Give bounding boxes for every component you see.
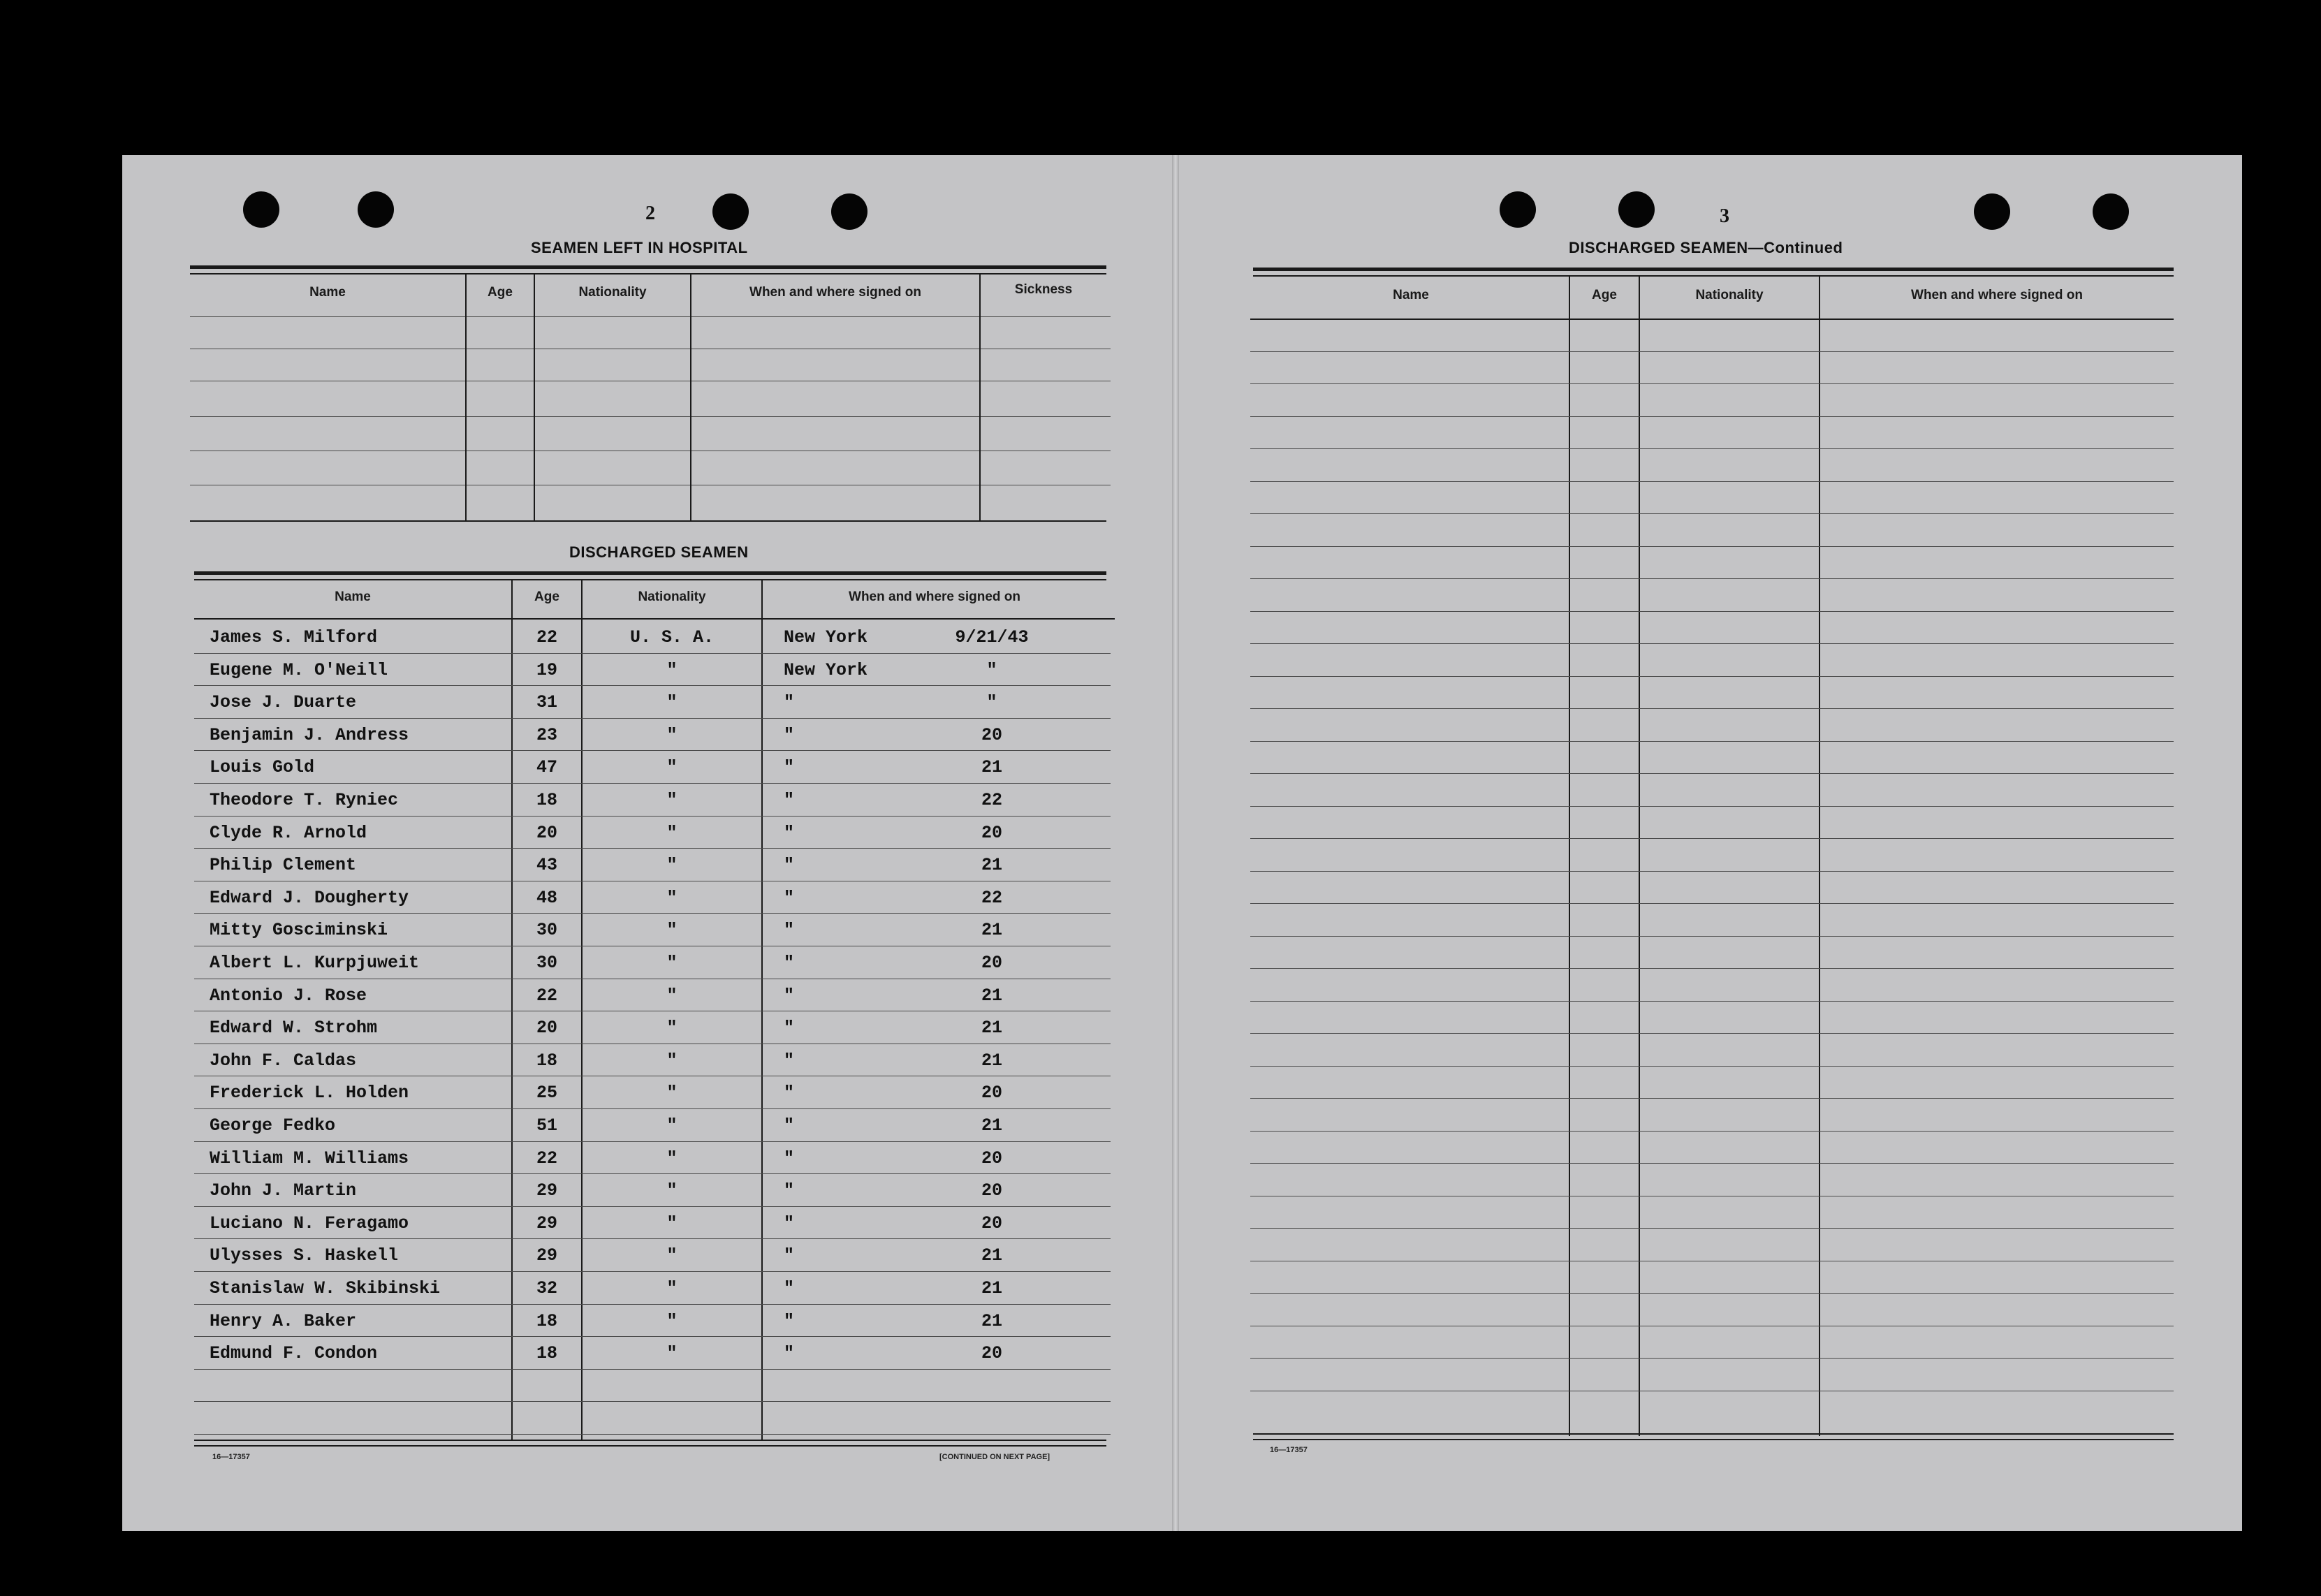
- right-row-rule: [1250, 481, 2174, 482]
- cell-age: 22: [536, 986, 557, 1006]
- cell-name: George Fedko: [210, 1115, 336, 1136]
- cell-name: Jose J. Duarte: [210, 692, 357, 712]
- table-row-rule: [194, 750, 1111, 751]
- page-number-right: 3: [1720, 205, 1729, 227]
- hospital-header-name: Name: [309, 285, 346, 300]
- cell-date: 20: [981, 725, 1002, 745]
- right-row-rule: [1250, 578, 2174, 579]
- cell-age: 18: [536, 1311, 557, 1331]
- cell-date: 22: [981, 888, 1002, 908]
- hospital-row-rule: [190, 316, 1111, 317]
- hospital-section-title: SEAMEN LEFT IN HOSPITAL: [531, 239, 748, 256]
- cell-place: ": [784, 920, 795, 940]
- right-row-rule: [1250, 1228, 2174, 1229]
- table-row-rule: [194, 685, 1111, 686]
- table-row-rule: [194, 1369, 1111, 1370]
- cell-date: 21: [981, 1115, 1002, 1136]
- cell-nationality: ": [666, 1115, 678, 1136]
- rule: [194, 1445, 1106, 1447]
- cell-age: 29: [536, 1180, 557, 1201]
- col-divider: [534, 274, 535, 520]
- rule: [1253, 1439, 2174, 1440]
- table-row-rule: [194, 718, 1111, 719]
- right-row-rule: [1250, 1163, 2174, 1164]
- cell-place: New York: [784, 627, 868, 647]
- rule: [194, 571, 1106, 575]
- punch-hole: [2093, 193, 2129, 230]
- rule: [190, 265, 1106, 269]
- discharged-header-signed-on: When and where signed on: [849, 590, 1020, 604]
- cell-age: 25: [536, 1083, 557, 1103]
- cell-nationality: ": [666, 725, 678, 745]
- cell-name: Albert L. Kurpjuweit: [210, 953, 420, 973]
- cell-nationality: ": [666, 986, 678, 1006]
- continued-note: [CONTINUED ON NEXT PAGE]: [939, 1453, 1050, 1461]
- rule: [1250, 319, 2174, 320]
- cell-date: 20: [981, 1180, 1002, 1201]
- cell-name: Ulysses S. Haskell: [210, 1245, 399, 1266]
- form-number-right: 16—17357: [1270, 1446, 1308, 1454]
- punch-hole: [831, 193, 867, 230]
- cell-date: 20: [981, 953, 1002, 973]
- cell-name: Eugene M. O'Neill: [210, 660, 388, 680]
- hospital-header-signed-on: When and where signed on: [749, 285, 921, 300]
- table-row-rule: [194, 1271, 1111, 1272]
- right-header-age: Age: [1592, 288, 1617, 302]
- cell-age: 43: [536, 855, 557, 875]
- punch-hole: [358, 191, 394, 228]
- cell-age: 51: [536, 1115, 557, 1136]
- right-row-rule: [1250, 838, 2174, 839]
- discharged-header-nationality: Nationality: [638, 590, 706, 604]
- cell-age: 20: [536, 1018, 557, 1038]
- right-row-rule: [1250, 1033, 2174, 1034]
- cell-place: ": [784, 855, 795, 875]
- cell-date: ": [986, 660, 997, 680]
- cell-nationality: ": [666, 692, 678, 712]
- cell-place: ": [784, 1115, 795, 1136]
- cell-nationality: ": [666, 920, 678, 940]
- rule: [1253, 1433, 2174, 1435]
- cell-nationality: ": [666, 888, 678, 908]
- table-row-rule: [194, 816, 1111, 817]
- cell-place: ": [784, 725, 795, 745]
- cell-name: James S. Milford: [210, 627, 378, 647]
- cell-place: ": [784, 1050, 795, 1071]
- table-row-rule: [194, 848, 1111, 849]
- right-row-rule: [1250, 936, 2174, 937]
- cell-place: ": [784, 1245, 795, 1266]
- cell-place: ": [784, 986, 795, 1006]
- table-row-rule: [194, 783, 1111, 784]
- right-row-rule: [1250, 611, 2174, 612]
- rule: [190, 520, 1106, 522]
- cell-nationality: ": [666, 1180, 678, 1201]
- cell-age: 30: [536, 920, 557, 940]
- right-row-rule: [1250, 871, 2174, 872]
- rule: [190, 273, 1106, 274]
- cell-place: ": [784, 1278, 795, 1298]
- cell-date: 21: [981, 1245, 1002, 1266]
- table-row-rule: [194, 1108, 1111, 1109]
- punch-hole: [1974, 193, 2010, 230]
- right-row-rule: [1250, 513, 2174, 514]
- right-row-rule: [1250, 968, 2174, 969]
- table-row-rule: [194, 1401, 1111, 1402]
- cell-age: 18: [536, 790, 557, 810]
- rule: [194, 1440, 1106, 1441]
- right-row-rule: [1250, 1131, 2174, 1132]
- cell-nationality: ": [666, 1278, 678, 1298]
- right-row-rule: [1250, 1358, 2174, 1359]
- form-number-left: 16—17357: [212, 1453, 250, 1461]
- rule: [194, 618, 1115, 620]
- cell-age: 22: [536, 1148, 557, 1169]
- cell-date: 21: [981, 855, 1002, 875]
- cell-nationality: ": [666, 1245, 678, 1266]
- cell-date: 21: [981, 920, 1002, 940]
- cell-age: 30: [536, 953, 557, 973]
- cell-name: Edward W. Strohm: [210, 1018, 378, 1038]
- rule: [1253, 268, 2174, 271]
- cell-place: ": [784, 1083, 795, 1103]
- hospital-header-nationality: Nationality: [578, 285, 647, 300]
- cell-name: John F. Caldas: [210, 1050, 357, 1071]
- cell-place: ": [784, 1018, 795, 1038]
- right-row-rule: [1250, 1293, 2174, 1294]
- cell-nationality: ": [666, 660, 678, 680]
- punch-hole: [1500, 191, 1536, 228]
- cell-name: Edmund F. Condon: [210, 1343, 378, 1363]
- cell-date: 20: [981, 1343, 1002, 1363]
- table-row-rule: [194, 1434, 1111, 1435]
- cell-name: Louis Gold: [210, 757, 315, 777]
- cell-age: 32: [536, 1278, 557, 1298]
- right-row-rule: [1250, 546, 2174, 547]
- right-header-name: Name: [1393, 288, 1429, 302]
- cell-date: 21: [981, 1278, 1002, 1298]
- table-row-rule: [194, 1304, 1111, 1305]
- cell-date: 21: [981, 1018, 1002, 1038]
- cell-age: 29: [536, 1213, 557, 1233]
- cell-name: Mitty Gosciminski: [210, 920, 388, 940]
- page-number-left: 2: [645, 203, 655, 224]
- cell-name: Stanislaw W. Skibinski: [210, 1278, 441, 1298]
- rule: [194, 579, 1106, 580]
- cell-name: John J. Martin: [210, 1180, 357, 1201]
- cell-age: 47: [536, 757, 557, 777]
- discharged-section-title: DISCHARGED SEAMEN: [569, 543, 749, 561]
- cell-name: Theodore T. Ryniec: [210, 790, 399, 810]
- cell-date: 20: [981, 823, 1002, 843]
- cell-place: ": [784, 692, 795, 712]
- col-divider: [690, 274, 691, 520]
- cell-nationality: ": [666, 757, 678, 777]
- cell-place: ": [784, 1148, 795, 1169]
- cell-nationality: ": [666, 1311, 678, 1331]
- right-row-rule: [1250, 351, 2174, 352]
- cell-age: 23: [536, 725, 557, 745]
- cell-date: 20: [981, 1148, 1002, 1169]
- right-header-nationality: Nationality: [1695, 288, 1764, 302]
- cell-nationality: ": [666, 1050, 678, 1071]
- hospital-row-rule: [190, 416, 1111, 417]
- cell-place: ": [784, 1213, 795, 1233]
- cell-place: ": [784, 1343, 795, 1363]
- cell-date: 20: [981, 1083, 1002, 1103]
- cell-place: ": [784, 1311, 795, 1331]
- cell-nationality: ": [666, 1213, 678, 1233]
- right-row-rule: [1250, 708, 2174, 709]
- punch-hole: [712, 193, 749, 230]
- cell-place: ": [784, 1180, 795, 1201]
- cell-age: 18: [536, 1343, 557, 1363]
- cell-place: ": [784, 790, 795, 810]
- table-row-rule: [194, 1336, 1111, 1337]
- cell-name: Antonio J. Rose: [210, 986, 367, 1006]
- cell-place: New York: [784, 660, 868, 680]
- right-row-rule: [1250, 1098, 2174, 1099]
- cell-nationality: ": [666, 1083, 678, 1103]
- cell-nationality: ": [666, 855, 678, 875]
- cell-name: Philip Clement: [210, 855, 357, 875]
- right-row-rule: [1250, 643, 2174, 644]
- cell-place: ": [784, 823, 795, 843]
- cell-date: 21: [981, 986, 1002, 1006]
- cell-age: 29: [536, 1245, 557, 1266]
- cell-nationality: ": [666, 953, 678, 973]
- cell-age: 31: [536, 692, 557, 712]
- col-divider: [1569, 277, 1570, 1436]
- discharged-header-age: Age: [534, 590, 559, 604]
- cell-age: 22: [536, 627, 557, 647]
- cell-nationality: ": [666, 1018, 678, 1038]
- table-row-rule: [194, 1206, 1111, 1207]
- cell-nationality: ": [666, 1343, 678, 1363]
- cell-name: Henry A. Baker: [210, 1311, 357, 1331]
- right-row-rule: [1250, 676, 2174, 677]
- right-row-rule: [1250, 416, 2174, 417]
- col-divider: [1639, 277, 1640, 1436]
- cell-date: 21: [981, 1050, 1002, 1071]
- cell-nationality: ": [666, 823, 678, 843]
- cell-name: Benjamin J. Andress: [210, 725, 409, 745]
- right-page-title: DISCHARGED SEAMEN—Continued: [1569, 239, 1843, 256]
- right-row-rule: [1250, 1066, 2174, 1067]
- table-row-rule: [194, 653, 1111, 654]
- cell-name: William M. Williams: [210, 1148, 409, 1169]
- cell-age: 19: [536, 660, 557, 680]
- cell-date: 22: [981, 790, 1002, 810]
- rule: [1253, 275, 2174, 277]
- col-divider: [465, 274, 467, 520]
- cell-nationality: ": [666, 1148, 678, 1169]
- hospital-header-age: Age: [488, 285, 513, 300]
- cell-date: ": [986, 692, 997, 712]
- cell-name: Edward J. Dougherty: [210, 888, 409, 908]
- cell-date: 21: [981, 1311, 1002, 1331]
- cell-nationality: ": [666, 790, 678, 810]
- col-divider: [979, 274, 981, 520]
- right-row-rule: [1250, 383, 2174, 384]
- right-header-signed-on: When and where signed on: [1911, 288, 2083, 302]
- table-row-rule: [194, 1238, 1111, 1239]
- discharged-header-name: Name: [335, 590, 371, 604]
- cell-nationality: U. S. A.: [629, 627, 715, 647]
- cell-place: ": [784, 888, 795, 908]
- punch-hole: [1618, 191, 1655, 228]
- cell-name: Clyde R. Arnold: [210, 823, 367, 843]
- table-row-rule: [194, 1141, 1111, 1142]
- cell-name: Frederick L. Holden: [210, 1083, 409, 1103]
- cell-date: 21: [981, 757, 1002, 777]
- right-row-rule: [1250, 773, 2174, 774]
- cell-age: 20: [536, 823, 557, 843]
- right-row-rule: [1250, 806, 2174, 807]
- cell-date: 9/21/43: [955, 627, 1029, 647]
- punch-hole: [243, 191, 279, 228]
- cell-date: 20: [981, 1213, 1002, 1233]
- right-row-rule: [1250, 741, 2174, 742]
- right-row-rule: [1250, 448, 2174, 449]
- cell-age: 18: [536, 1050, 557, 1071]
- cell-place: ": [784, 757, 795, 777]
- right-row-rule: [1250, 903, 2174, 904]
- col-divider: [1819, 277, 1820, 1436]
- page-fold: [1172, 155, 1179, 1531]
- cell-name: Luciano N. Feragamo: [210, 1213, 409, 1233]
- hospital-header-sickness: Sickness: [1014, 282, 1073, 297]
- right-row-rule: [1250, 1001, 2174, 1002]
- col-divider: [761, 580, 763, 1440]
- cell-age: 48: [536, 888, 557, 908]
- table-row-rule: [194, 1173, 1111, 1174]
- table-row-rule: [194, 913, 1111, 914]
- cell-place: ": [784, 953, 795, 973]
